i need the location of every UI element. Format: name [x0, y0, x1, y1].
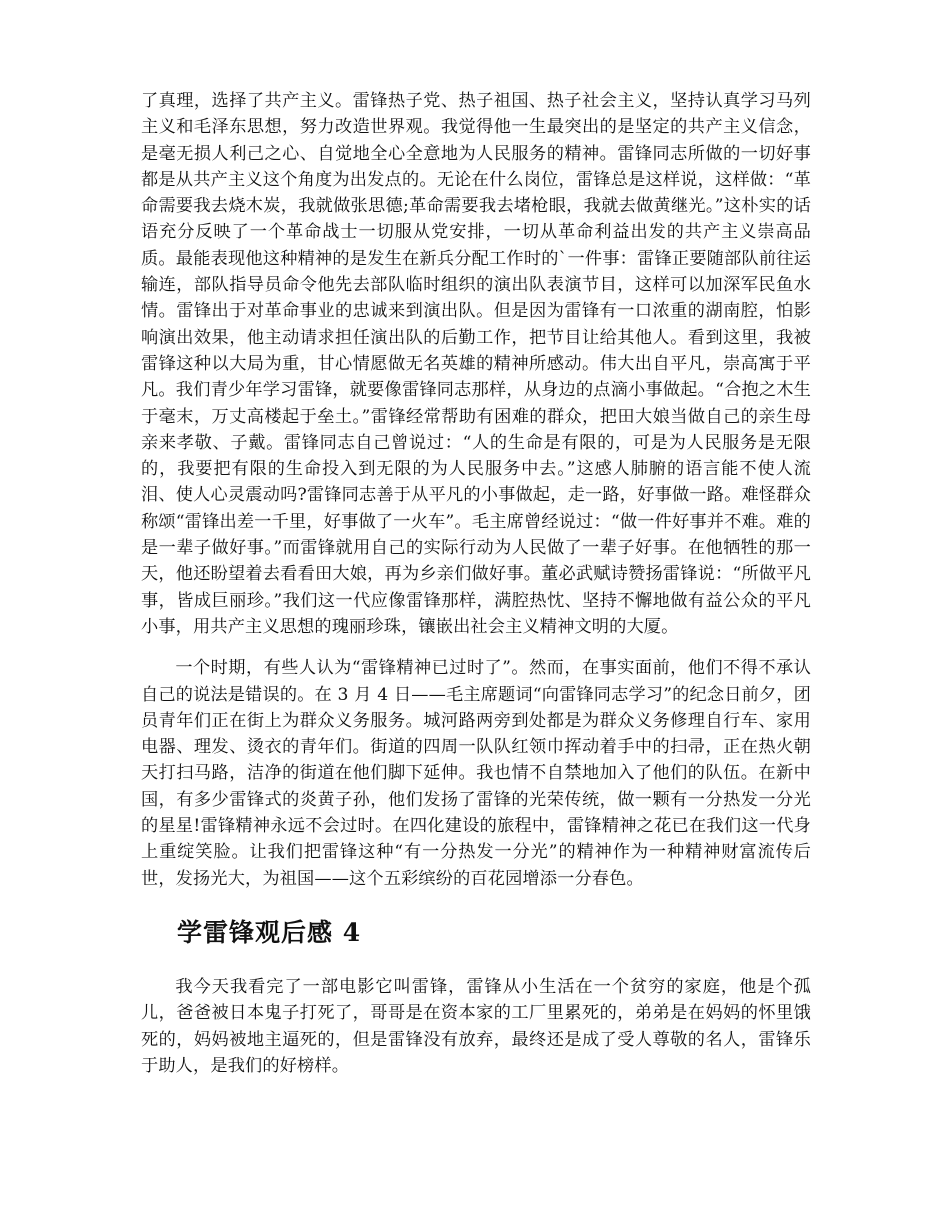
heading-spacer-top — [141, 892, 811, 916]
paragraph-spacer — [141, 640, 811, 655]
section-heading: 学雷锋观后感 4 — [177, 917, 362, 947]
document-page — [141, 88, 811, 1079]
essay-paragraph-1: 了真理，选择了共产主义。雷锋热子党、热子祖国、热子社会主义，坚持认真学习马列主义和毛泽东思想，努力改造世界观。我觉得他一生最突出的是坚定的共产主义信念，是毫无损人利己之心、自觉地全心全意地为人民服务的精神。雷锋同志所做的一切好事都是从共产主义这个角度为出发点的。无论在什么岗位，雷锋总是这样说，这样做：“革命需要我去烧木炭，我就做张思德;革命需要我去堵枪眼，我就去做黄继光。”这朴实的话语充分反映了一个革命战士一切服从党安排，一切从革命利益出发的共产主义崇高品质。最能表现他这种精神的是发生在新兵分配工作时的`一件事：雷锋正要随部队前往运输连，部队指导员命令他先去部队临时组织的演出队表演节目，这样可以加深军民鱼水情。雷锋出于对革命事业的忠诚来到演出队。但是因为雷锋有一口浓重的湖南腔，怕影响演出效果，他主动请求担任演出队的后勤工作，把节目让给其他人。看到这里，我被雷锋这种以大局为重，甘心情愿做无名英雄的精神所感动。伟大出自平凡，崇高寓于平凡。我们青少年学习雷锋，就要像雷锋同志那样，从身边的点滴小事做起。“合抱之木生于毫末，万丈高楼起于垒土。”雷锋经常帮助有困难的群众，把田大娘当做自己的亲生母亲来孝敬、子戴。雷锋同志自己曾说过：“人的生命是有限的，可是为人民服务是无限的，我要把有限的生命投入到无限的为人民服务中去。”这感人肺腑的语言能不使人流泪、使人心灵震动吗?雷锋同志善于从平凡的小事做起，走一路，好事做一路。难怪群众称颂“雷锋出差一千里，好事做了一火车”。毛主席曾经说过：“做一件好事并不难。难的是一辈子做好事。”而雷锋就用自己的实际行动为人民做了一辈子好事。在他牺牲的那一天，他还盼望着去看看田大娘，再为乡亲们做好事。董必武赋诗赞扬雷锋说：“所做平凡事，皆成巨丽珍。”我们这一代应像雷锋那样，满腔热忱、坚持不懈地做有益公众的平凡小事，用共产主义思想的瑰丽珍珠，镶嵌出社会主义精神文明的大厦。 — [141, 91, 811, 637]
essay-paragraph-2: 一个时期，有些人认为“雷锋精神已过时了”。然而，在事实面前，他们不得不承认自己的说法是错误的。在 3 月 4 日——毛主席题词“向雷锋同志学习”的纪念日前夕，团员青年们正在街上为群众义务服务。城河路两旁到处都是为群众义务修理自行车、家用电器、理发、烫衣的青年们。街道的四周一队队红领巾挥动着手中的扫帚，正在热火朝天打扫马路，洁净的街道在他们脚下延伸。我也情不自禁地加入了他们的队伍。在新中国，有多少雷锋式的炎黄子孙，他们发扬了雷锋的光荣传统，做一颗有一分热发一分光的星星!雷锋精神永远不会过时。在四化建设的旅程中，雷锋精神之花已在我们这一代身上重绽笑脸。让我们把雷锋这种“有一分热发一分光”的精神作为一种精神财富流传后世，发扬光大，为祖国——这个五彩缤纷的百花园增添一分春色。 — [141, 658, 811, 889]
heading-spacer-bottom — [141, 950, 811, 974]
essay-paragraph-3: 我今天我看完了一部电影它叫雷锋，雷锋从小生活在一个贫穷的家庭，他是个孤儿，爸爸被日本鬼子打死了，哥哥是在资本家的工厂里累死的，弟弟是在妈妈的怀里饿死的，妈妈被地主逼死的，但是雷锋没有放弃，最终还是成了受人尊敬的名人，雷锋乐于助人，是我们的好榜样。 — [141, 976, 811, 1076]
